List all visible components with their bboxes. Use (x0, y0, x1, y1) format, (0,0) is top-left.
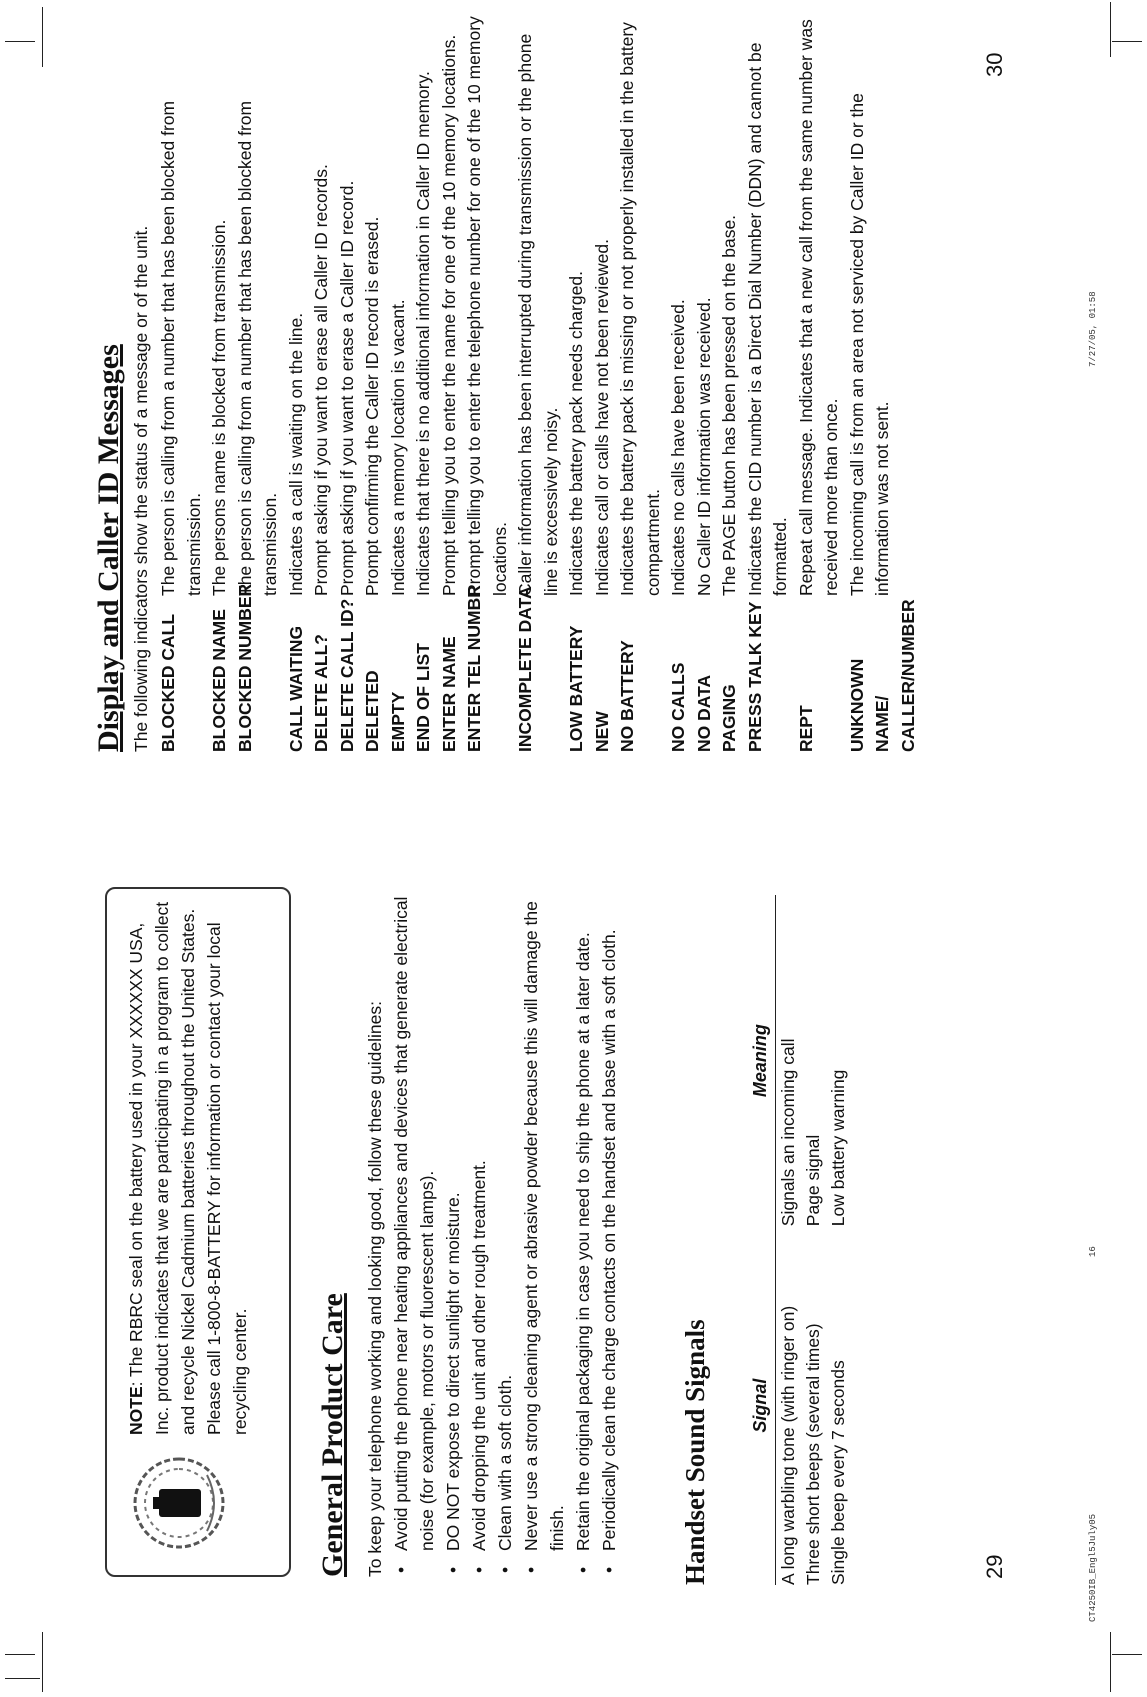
message-row (233, 2, 284, 752)
message-row (794, 2, 845, 752)
message-row (743, 2, 794, 752)
crop-mark (42, 1632, 43, 1692)
message-description: The person is calling from a number that has been blocked from transmission. (234, 100, 280, 596)
message-term: ENTER NAME (438, 636, 459, 752)
message-term: PAGING (719, 684, 739, 752)
page-number-left: 29 (982, 1554, 1007, 1579)
meaning-cell: Low battery warning (828, 1069, 848, 1227)
message-row (717, 2, 743, 752)
table-header-row (748, 895, 776, 1585)
message-description: Indicates no calls have been received. (668, 299, 688, 596)
message-description: Prompt asking if you want to erase a Caller ID record. (336, 180, 357, 596)
message-description: Prompt confirming the Caller ID record is erased. (362, 216, 382, 596)
table-row (776, 895, 802, 1585)
message-description: No Caller ID information was received. (693, 297, 714, 596)
message-term: ENTER TEL NUMBR (464, 585, 484, 752)
signal-cell: Single beep every 7 seconds (828, 1360, 848, 1585)
sound-signals-title: Handset Sound Signals (680, 1319, 710, 1585)
message-row (845, 2, 922, 752)
crop-mark (1112, 41, 1142, 42)
message-row (513, 2, 564, 752)
message-description: The PAGE button has been pressed on the base. (719, 214, 739, 596)
message-row (309, 2, 335, 752)
message-description: The persons name is blocked from transmission. (209, 219, 229, 596)
message-term: BLOCKED NUMBER (234, 583, 255, 752)
message-term: DELETE ALL? (311, 634, 331, 752)
caller-id-title: Display and Caller ID Messages (92, 344, 125, 752)
message-term: INCOMPLETE DATA (515, 586, 535, 752)
message-term: NEW (591, 711, 612, 752)
table-row (826, 895, 851, 1585)
message-term: BLOCKED NAME (209, 609, 229, 752)
crop-mark (42, 7, 43, 67)
message-description: The incoming call is from an area not serviced by Caller ID or the information was not sent. (846, 93, 892, 596)
message-description: Caller information has been interrupted during transmission or the phone line is excessively noisy. (515, 33, 561, 596)
meaning-column-header: Meaning (748, 895, 776, 1226)
page-number-right: 30 (982, 52, 1007, 77)
message-row (411, 2, 437, 752)
message-row (692, 2, 718, 752)
footer-timestamp: 7/27/05, 01:58 (1088, 291, 1098, 367)
message-term: REPT (795, 705, 816, 752)
message-row (284, 2, 310, 752)
crop-mark (5, 41, 35, 42)
note-box (105, 887, 291, 1577)
note-label: NOTE (126, 1386, 146, 1435)
note-text (123, 895, 253, 1435)
message-row (615, 2, 666, 752)
message-row (462, 2, 513, 752)
message-description: Indicates the CID number is a Direct Dial Number (DDN) and cannot be formatted. (744, 42, 790, 596)
message-description: The person is calling from a number that has been blocked from transmission. (158, 100, 204, 596)
care-item: • Clean with a soft cloth. (492, 877, 518, 1577)
message-description: Indicates a memory location is vacant. (387, 299, 408, 596)
message-description: Indicates that there is no additional information in Caller ID memory. (413, 71, 433, 596)
general-care-title: General Product Care (316, 1293, 349, 1577)
care-item: • Periodically clean the charge contacts on the handset and base with a soft cloth. (596, 877, 622, 1577)
message-row (360, 2, 386, 752)
message-term: LOW BATTERY (566, 625, 586, 752)
care-item: • Retain the original packaging in case you need to ship the phone at a later date. (570, 877, 596, 1577)
message-row (335, 2, 361, 752)
care-item: • Never use a strong cleaning agent or abrasive powder because this will damage the finish. (518, 877, 570, 1577)
message-description: Indicates the battery pack needs charged. (566, 271, 586, 596)
care-item: • DO NOT expose to direct sunlight or moisture. (440, 877, 466, 1577)
message-term: PRESS TALK KEY (744, 601, 765, 752)
message-description: Prompt telling you to enter the name for one of the 10 memory locations. (438, 34, 459, 596)
signal-cell: A long warbling tone (with ringer on) (778, 1305, 798, 1585)
care-intro: To keep your telephone working and looking good, follow these guidelines: (365, 1001, 385, 1577)
message-term: UNKNOWN NAME/ CALLER/NUMBER (846, 599, 918, 752)
message-row (666, 2, 692, 752)
messages-list (156, 2, 921, 752)
signal-column-header: Signal (748, 1226, 776, 1585)
caller-id-intro: The following indicators show the status of a message or of the unit. (131, 225, 151, 752)
table-row (801, 895, 826, 1585)
message-term: NO CALLS (668, 662, 688, 752)
message-description: Indicates call or calls have not been reviewed. (591, 238, 612, 596)
crop-mark (1110, 1632, 1111, 1692)
care-item: • Avoid dropping the unit and other rough treatment. (466, 877, 492, 1577)
rbrc-seal-icon (129, 1453, 229, 1553)
message-term: END OF LIST (413, 643, 433, 752)
message-term: NO BATTERY (617, 640, 637, 752)
message-row (386, 2, 412, 752)
care-item: • Avoid putting the phone near heating appliances and devices that generate electrical noise (for example, motors or fluorescent lamps). (388, 877, 440, 1577)
crop-mark (1112, 1654, 1142, 1655)
message-description: Prompt telling you to enter the telephone number for one of the 10 memory locations. (464, 16, 510, 596)
crop-mark (5, 1678, 40, 1679)
message-term: NO DATA (693, 674, 714, 752)
message-description: Prompt asking if you want to erase all Caller ID records. (311, 164, 331, 596)
care-list (388, 877, 622, 1577)
crop-mark (1110, 2, 1111, 57)
message-row (207, 2, 233, 752)
message-description: Repeat call message. Indicates that a new call from the same number was received more than once. (795, 19, 841, 596)
message-term: EMPTY (387, 691, 408, 752)
message-description: Indicates the battery pack is missing or not properly installed in the battery compartment. (617, 22, 663, 596)
message-row (590, 2, 616, 752)
message-row (564, 2, 590, 752)
message-term: DELETE CALL ID? (336, 598, 357, 752)
signal-cell: Three short beeps (several times) (803, 1323, 823, 1585)
meaning-cell: Page signal (803, 1134, 823, 1227)
message-term: DELETED (362, 670, 382, 752)
footer-sheet-number: 16 (1088, 1246, 1098, 1257)
footer-file-id: CT4250IB_Engl5July05 (1088, 1513, 1098, 1622)
message-row (437, 2, 463, 752)
message-row (156, 2, 207, 752)
sound-signals-table (748, 895, 851, 1585)
meaning-cell: Signals an incoming call (778, 1038, 798, 1227)
message-term: BLOCKED CALL (158, 613, 178, 752)
crop-mark (5, 1654, 35, 1655)
note-body: : The RBRC seal on the battery used in your XXXXXX USA, Inc. product indicates that we are participating in a program to collect and recycle Nickel Cadmium batteries throughout the United States. Please call 1-800-8-BATTERY for information or contact your local recycling center. (126, 901, 250, 1435)
message-term: CALL WAITING (285, 625, 306, 752)
message-description: Indicates a call is waiting on the line. (285, 312, 306, 596)
